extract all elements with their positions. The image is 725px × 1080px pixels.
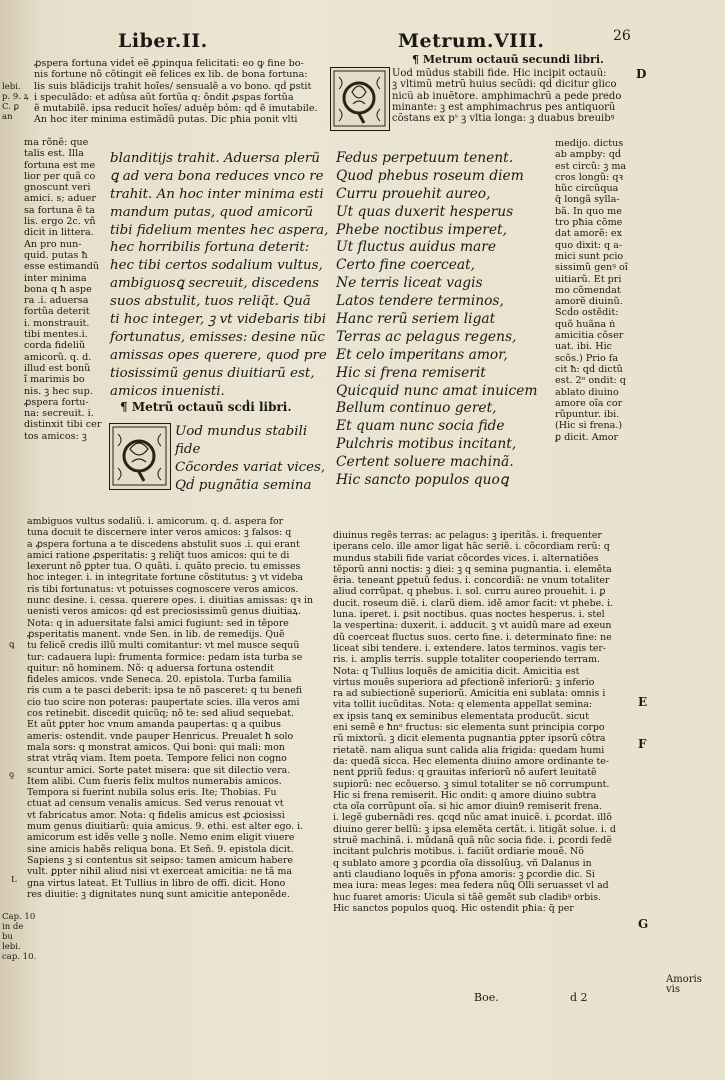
commentary-line: An hoc iter minima estimãdũ putas. Dic pħia ponit vlti (34, 114, 298, 126)
commentary-line: virtus mouẽs superiora ad ꝑfectionẽ inferiorũ: ꝫ inferio (333, 676, 595, 688)
commentary-line: nicũ ab inuẽtore. amphimachrũ a pede predo (392, 90, 622, 102)
commentary-line: ex ipsis tanꝗ ex seminibus elementata producũt. sicut (333, 710, 589, 722)
running-head-left: Liber.II. (118, 30, 208, 52)
commentary-line: eni semẽ e ħnᵒ fructus: sic elementa sunt principia corpo (333, 722, 605, 734)
commentary-line: amicorũ. q. d. (24, 351, 92, 363)
commentary-line: vita tollit iucũditas. Nota: q elementa appellat semina: (333, 699, 592, 711)
commentary-line: uat. ibi. Hic (555, 341, 613, 353)
commentary-line: inter minima (24, 272, 87, 284)
commentary-line: ꝑ dicit. Amor (555, 431, 619, 443)
commentary-line: amici ratione ꝓsperitatis: ꝫ reliq̃t tuos amicos: qui te di (27, 549, 290, 561)
commentary-line: amici. s; aduer (24, 193, 96, 205)
commentary-line: rũ mixtorũ. ꝫ dicit elementa pugnantia ꝑpter ipsorũ cõtra (333, 733, 606, 745)
paragraph-mark-icon: ¶ (412, 53, 419, 66)
prose-line: amissas opes querere, quod pre (110, 347, 327, 363)
prose-line: trahit. An hoc inter minima esti (110, 186, 324, 202)
commentary-line: mala sors: q monstrat amicos. Qui boni: qui mali: mon (27, 741, 285, 753)
margin-note-line: ꝗ (9, 640, 15, 650)
commentary-line: medijo. dictus (555, 138, 624, 149)
commentary-line: cõstans ex pˢ ꝫ vltia longa: ꝫ duabus breuibꝰ (392, 113, 615, 125)
verse-line: Certent soluere machinã. (336, 454, 514, 471)
margin-note-line: cap. 10. (2, 952, 37, 962)
commentary-line: est. 2ᵒ ondit: q (555, 375, 626, 387)
commentary-line: distinxit tibi cer (24, 419, 102, 431)
prose-line: blanditijs trahit. Aduersa plerũ (110, 151, 320, 166)
commentary-line: est circũ: ꝫ ma (555, 160, 627, 172)
commentary-line: sa fortuna ẽ ta (24, 204, 95, 216)
prose-text (110, 150, 328, 400)
prose-line: ꝗ ad vera bona reduces vnco re (110, 168, 324, 184)
commentary-line: ablato diuino (555, 386, 619, 398)
prose-line: tibi fidelium mentes hec aspera, (110, 222, 329, 238)
margin-note-left (9, 770, 14, 780)
commentary-line: ma rõnẽ: que (24, 137, 89, 148)
paragraph-mark-icon: ¶ (120, 400, 128, 414)
verse-line: Curru prouehit aureo, (336, 185, 491, 202)
margin-note-line: lebi. (2, 82, 21, 92)
margin-note-line: Cap. 10 (2, 912, 36, 922)
ornament-icon (331, 68, 388, 129)
commentary-line: dũ coerceat fluctus suos. certo fine. i. determinato fine: ne (333, 631, 612, 643)
verse-line: fide (175, 441, 201, 457)
commentary-line: rũpuntur. ibi. (555, 409, 620, 421)
commentary-line: ambiguos vultus sodaliũ. i. amicorum. q. d. aspera for (27, 516, 284, 527)
commentary-line: amicorum est idẽs velle ꝫ nolle. Nemo enim eligit viuere (27, 832, 295, 844)
commentary-line: tur: cadauera lupi: frumenta formice: pedam ista turba se (27, 651, 303, 663)
commentary-line: ra ad subiectionẽ superiorũ. Amicitia eni sublata: omnis i (333, 688, 606, 700)
commentary-line: ducit. roseum diẽ. i. clarũ diem. idẽ amor facit: vt phebe. i. (333, 597, 614, 609)
commentary-line: Et aũt ꝑpter hoc vnum amanda paupertas: q a quibus (27, 719, 281, 731)
commentary-line: incitant pulchris motibus. i. faciũt ordiarie mouẽ. Nõ (333, 846, 584, 858)
commentary-line: cio tuo scire non poteras: paupertate scies. illa veros ami (27, 696, 300, 708)
commentary-line: tu felicẽ credis illũ multi comitantur: vt mel musce sequũ (27, 640, 300, 652)
commentary-line: sissimũ genꝰ oĩ (555, 262, 628, 274)
commentary-line: ꝓspera fortu- (24, 396, 89, 408)
commentary-line: ra .i. aduersa (24, 295, 89, 307)
left-commentary-column (24, 137, 101, 442)
commentary-line: ẽ mutabilẽ. ipsa reducit hoĩes/ adue̾p bo̾m: qḋ ẽ imutabile. (34, 103, 318, 115)
commentary-line: ꝓspera fortuna videt̃ eẽ ꝓpinqua felicitati: eo ꝙ fine bo- (34, 58, 304, 69)
commentary-line: quo dixit: q a- (555, 239, 623, 251)
margin-note-line: bu (2, 932, 13, 942)
prose-line: tiosissimũ genus diuitiarũ est, (110, 365, 315, 381)
commentary-line: nent ꝑpriũ fedus: q grauitas inferiorũ nõ aufert leuitatẽ (333, 767, 597, 779)
verse-line: Ut quas duxerit hesperus (336, 203, 514, 220)
commentary-line: Tempora si fuerint nubila solus eris. Ite; Thobias. Fu (27, 787, 277, 799)
commentary-line: huc fuaret amoris: Uicula si tãẽ gemẽt sub cladibꝰ orbis. (333, 891, 602, 903)
commentary-line: fortuna est me (24, 159, 96, 171)
commentary-line: hũc circũqua (555, 183, 619, 195)
verse-line: Bellum continuo geret, (336, 400, 497, 417)
verse-line: Ne terris liceat vagis (336, 275, 483, 292)
bottom-right-commentary (333, 529, 616, 913)
margin-note-right: Amoris vis (666, 974, 702, 995)
commentary-line: diuino gerer bellũ: ꝫ ipsa elemẽta certãt. i. litigãt solue. i. d (333, 823, 616, 835)
commentary-line: ris cum a te pasci deberit: ipsa te nõ pasceret: q tu benefi (27, 685, 303, 697)
commentary-line: lis suis blãdicijs trahit hoĩes/ sensualẽ a vo bono. qḋ ꝑstit (34, 80, 312, 92)
commentary-line: ꝫ vltimũ metrũ huius secũdi: qḋ dicitur glico (392, 79, 617, 91)
margin-note-left (2, 912, 36, 962)
commentary-line: amicitia cõser (555, 330, 624, 342)
verse-line: Et quam nunc socia fide (336, 418, 505, 435)
commentary-line: nis. ꝫ hec sup. (24, 385, 93, 397)
margin-note-line: in de (2, 922, 24, 932)
top-commentary (34, 58, 318, 126)
folio-number: 26 (613, 28, 631, 44)
margin-note-line: L (11, 875, 17, 885)
commentary-line: ꝓsperitatis manent. vnde Sen. in lib. de remedijs. Quẽ (27, 628, 285, 640)
verse-line: Hic sancto populos quoꝗ (336, 472, 509, 489)
commentary-line: da: quedã sicca. Hec elementa diuino amore ordinante te- (333, 755, 610, 767)
margin-note-line: C. ꝑ (2, 102, 19, 112)
commentary-line: ameris: ostendit. vnde pauper Henricus. Preualet ħ solo (27, 730, 294, 742)
commentary-line: lis. ergo 2c. vñ (24, 216, 96, 228)
verse-line: Ut fluctus auidus mare (336, 239, 497, 256)
commentary-line: Hic si frena remiserit. Hic ondit: q amore diuino subtra (333, 789, 597, 801)
verse-line: Hic si frena remiserit (336, 364, 486, 381)
verse-line: Qḋ pugnãtia semina (175, 477, 312, 493)
commentary-line: la vespertina: duxerit. i. adducit. ꝫ vt auidũ mare ad exeun (333, 620, 612, 632)
verse-line: Terras ac pelagus regens, (336, 328, 517, 345)
commentary-line: struẽ machinã. i. mũdanã quã nũc socia fide. i. ꝑcordi fedẽ (333, 835, 612, 847)
commentary-line: quõ huãna ṅ (555, 318, 616, 330)
commentary-line: Item alibi. Cum fueris felix multos numerabis amicos. (27, 775, 282, 787)
commentary-line: ris. i. amplis terris. supple totaliter cooperiendo terram. (333, 654, 600, 666)
signature-mark: d 2 (570, 991, 588, 1004)
margin-letter: F (638, 737, 647, 751)
verse-line: Cõcordes variat vices, (175, 459, 326, 475)
commentary-line: aliud corrũpat. q phebus. i. sol. curru aureo prouehit. i. ꝑ (333, 586, 606, 598)
commentary-line: cos retinebit. discedit quicũq; nõ te: sed aliud sequebat. (27, 708, 294, 720)
commentary-line: diuinus regẽs terras: ac pelagus: ꝫ iperitãs. i. frequenter (333, 530, 602, 541)
commentary-line: uitiarũ. Et pri (555, 273, 622, 285)
decorated-initial-lower (109, 423, 171, 490)
commentary-line: tro pħia cõme (555, 217, 623, 229)
verse-line: Phebe noctibus imperet, (336, 221, 507, 238)
commentary-line: bona q ħ aspe (24, 283, 92, 295)
commentary-line: quid. putas ħ (24, 249, 88, 261)
commentary-line: i. monstrauit. (24, 317, 90, 329)
commentary-line: (Hic si frena.) (555, 420, 623, 432)
commentary-line: mea iura: meas leges: mea federa nũꝗ Olli seruasset vl ad (333, 880, 609, 892)
commentary-line: tibi mentes.i. (24, 329, 88, 341)
metrum-opening-lines (175, 423, 325, 495)
commentary-line: talis est. Illa (24, 148, 84, 160)
commentary-line: uenisti veros amicos: qḋ est preciosissimũ genus diuitiaꝝ. (27, 606, 301, 618)
verse-line: Quod phebus roseum diem (336, 167, 524, 184)
margin-note-line: lebi. (2, 942, 21, 952)
ornament-icon (110, 424, 169, 488)
commentary-line: mundus stabili fide variat cõcordes vices. i. alternatiões (333, 552, 599, 564)
commentary-line: quitur: nõ hominem. Nõ: q aduersa fortuna ostendit (27, 662, 274, 674)
running-head-center: Metrum.VIII. (398, 30, 545, 52)
margin-letter: E (638, 695, 648, 709)
commentary-line: vult. ꝑpter nihil aliud nisi vt exerceat amicitia: ne tã ma (27, 866, 292, 878)
poem-lines (336, 150, 538, 490)
metrum-heading-lower: ¶ Metrũ octauũ scḋi libri. (120, 400, 292, 414)
commentary-line: Nota: q Tullius loquẽs de amicitia dicit. Amicitia est (333, 665, 580, 677)
commentary-line: ris tibi fortunatus: vt potuisses cognoscere veros amicos. (27, 583, 299, 595)
commentary-line: ẽria. teneant ꝑpetuũ fedus. i. concordiã: ne vnum totaliter (333, 575, 610, 587)
commentary-line: tuna docuit te discernere inter veros amicos: ꝫ falsos: q (27, 527, 292, 539)
prose-line: hec tibi certos sodalium vultus, (110, 258, 323, 274)
right-commentary-column (555, 137, 628, 442)
commentary-line: amore oĩa cor (555, 397, 623, 409)
commentary-line: ctuat ad censum venalis amicus. Sed verus renouat vt (27, 798, 284, 810)
commentary-line: amorẽ diuinũ. (555, 296, 623, 308)
commentary-line: Sapiens ꝫ si contentus sit seipso: tamen amicum habere (27, 854, 293, 866)
commentary-line: esse estimandũ (24, 261, 100, 273)
commentary-line: bã. In quo me (555, 205, 622, 217)
commentary-line: fortũa deterit (24, 306, 90, 318)
verse-line: Quicquid nunc amat inuicem (336, 382, 538, 399)
margin-note-left (2, 82, 29, 122)
prose-line: mandum putas, quod amicorũ (110, 204, 314, 220)
commentary-line: nis fortune nõ cõtingit eẽ felices ex lib. de bona fortuna: (34, 69, 308, 81)
margin-note-left (9, 640, 14, 650)
prose-line: fortunatus, emisses: desine nũc (110, 329, 325, 345)
commentary-line: i speculãdo: et adu̾sa aũt fortũa q: õndit ꝓspas fortũa (34, 91, 294, 103)
commentary-line: Scḋo ostẽdit: (555, 307, 619, 319)
commentary-line: na: secreuit. i. (24, 408, 94, 420)
commentary-line: strat vtrãq viam. Item poeta. Tempore felici non cogno (27, 753, 287, 765)
commentary-line: dicit in littera. (24, 227, 94, 239)
margin-note-left (11, 875, 17, 885)
commentary-line: cit ħ: qḋ dictũ (555, 363, 623, 375)
margin-note-line: p. 9. ꝝ (2, 92, 29, 102)
commentary-line: mo cõmendat (555, 284, 621, 296)
verse-line: Certo fine coerceat, (336, 257, 476, 274)
commentary-line: fideles amicos. vnde Seneca. 20. epistola. Turba familia (27, 674, 292, 686)
commentary-line: cta oĩa corrũpunt oĩa. si hic amor diuin9 remiserit frena. (333, 801, 602, 813)
commentary-line: ĩ marimis bo (24, 374, 85, 386)
margin-letter: G (638, 917, 649, 931)
margin-note-line: an (2, 112, 13, 122)
verse-line: Et celo imperitans amor, (336, 346, 508, 363)
commentary-line: a ꝓspera fortuna a te discedens abstulit suos .i. qui erant (27, 538, 300, 550)
commentary-line: ab ampby: qḋ (555, 149, 621, 161)
margin-letter: D (636, 67, 647, 81)
commentary-line: An pro nun- (24, 238, 82, 250)
commentary-line: sine amicis habẽs reliqua bona. Et Señ. 9. epistola dicit. (27, 843, 294, 855)
prose-line: suos abstulit, tuos reliq̃t. Quã (110, 294, 311, 310)
bottom-left-commentary (27, 515, 313, 899)
commentary-line: illud est bonũ (24, 362, 91, 374)
commentary-line: minante: ꝫ est amphimachrus pes antiquorũ (392, 101, 616, 113)
commentary-line: scuntur amici. Sorte patet misera: que sit dilectio vera. (27, 764, 291, 776)
commentary-line: lexerunt nõ ꝑpter tua. O quãti. i. quãto precio. tu emisses (27, 561, 301, 573)
decorated-initial-upper (330, 67, 390, 131)
commentary-line: lior per quã co (24, 170, 96, 182)
commentary-line: hoc integer. i. in integritate fortune cõstitutus: ꝫ vt videba (27, 572, 303, 584)
commentary-line: nunc desine. i. cessa. querere opes. i. diuitias amissas: qꝛ in (27, 595, 314, 607)
commentary-line: luna. iperet. i. ꝑsit noctibus. quas noctes hesperus. i. stel (333, 609, 605, 621)
commentary-line: Hic sanctos populos quoꝗ. Hic ostendit pħia: q̃ per (333, 902, 574, 914)
commentary-line: gnoscunt veri (24, 182, 91, 194)
metrum-intro-commentary (392, 68, 621, 124)
verse-line: Pulchris motibus incitant, (336, 436, 517, 453)
margin-note-line: ꝯ (9, 770, 14, 780)
verse-line: Fedus perpetuum tenent. (336, 150, 514, 166)
commentary-line: supiorũ: nec ecõuerso. ꝫ simul totaliter se nõ corrumpunt. (333, 778, 610, 790)
commentary-line: res diuitie: ꝫ dignitates nunꝗ sunt amicitie anteponẽde. (27, 888, 290, 900)
commentary-line: corda fideliũ (24, 340, 86, 352)
prose-line: ambiguosꝗ secreuit, discedens (110, 276, 319, 292)
commentary-line: q sublato amore ꝫ ꝑcordia oĩa dissolũuꝫ. vñ Dalanus in (333, 857, 592, 869)
commentary-line: iperans celo. ille amor ligat hãc seriẽ. i. cõcordiam rerũ: q (333, 541, 610, 553)
commentary-line: mici sunt pcio (555, 250, 624, 262)
commentary-line: Nota: q in aduersitate falsi amici fugiunt: sed in tẽpore (27, 617, 289, 629)
commentary-line: anti claudiano loquẽs in pꝭona amoris: ꝫ ꝑcordie dic. Si (333, 868, 595, 880)
verse-line: Hanc rerũ seriem ligat (336, 311, 496, 328)
verse-line: Latos tendere terminos, (336, 293, 504, 310)
commentary-line: gna virtus lateat. Et Tullius in libro de offi. dicit. Hono (27, 877, 286, 889)
metrum-heading-upper: ¶ Metrum octauũ secundi libri. (412, 53, 604, 66)
verse-line: Uod mundus stabili (175, 424, 308, 439)
commentary-line: Uod mũdus stabili fide. Hic incipit octauũ: (392, 68, 607, 79)
commentary-line: cros longũ: qꝛ (555, 171, 624, 183)
commentary-line: rietatẽ. nam aliqua sunt calida alia frigida: quedam humi (333, 744, 605, 756)
commentary-line: liceat sibi tendere. i. extendere. latos terminos. vagis ter- (333, 642, 607, 654)
commentary-line: vt fabricatus amor. Nota: q fidelis amicus est ꝓciosissi (27, 809, 285, 821)
commentary-line: scõs.) Prio fa (555, 352, 619, 364)
prose-line: hec horribilis fortuna deterit: (110, 240, 310, 256)
commentary-line: dat amorẽ: ex (555, 228, 622, 240)
catchword: Boe. (474, 991, 499, 1004)
prose-line: ti hoc integer, ꝫ vt videbaris tibi (110, 312, 327, 328)
commentary-line: mum genus diuitiarũ: quia amicus. 9. ethi. est alter ego. i. (27, 821, 304, 833)
commentary-line: tos amicos: ꝫ (24, 430, 87, 442)
prose-line: amicos inuenisti. (110, 383, 225, 399)
commentary-line: i. legẽ gubernãdi res. qcqd nũc amat inuicẽ. i. ꝑcordat. illõ (333, 812, 612, 824)
commentary-line: tẽporũ anni noctis: ꝫ diei: ꝫ q semina pugnantia. i. elemẽta (333, 563, 612, 575)
commentary-line: q̃ longã sylla- (555, 194, 620, 206)
